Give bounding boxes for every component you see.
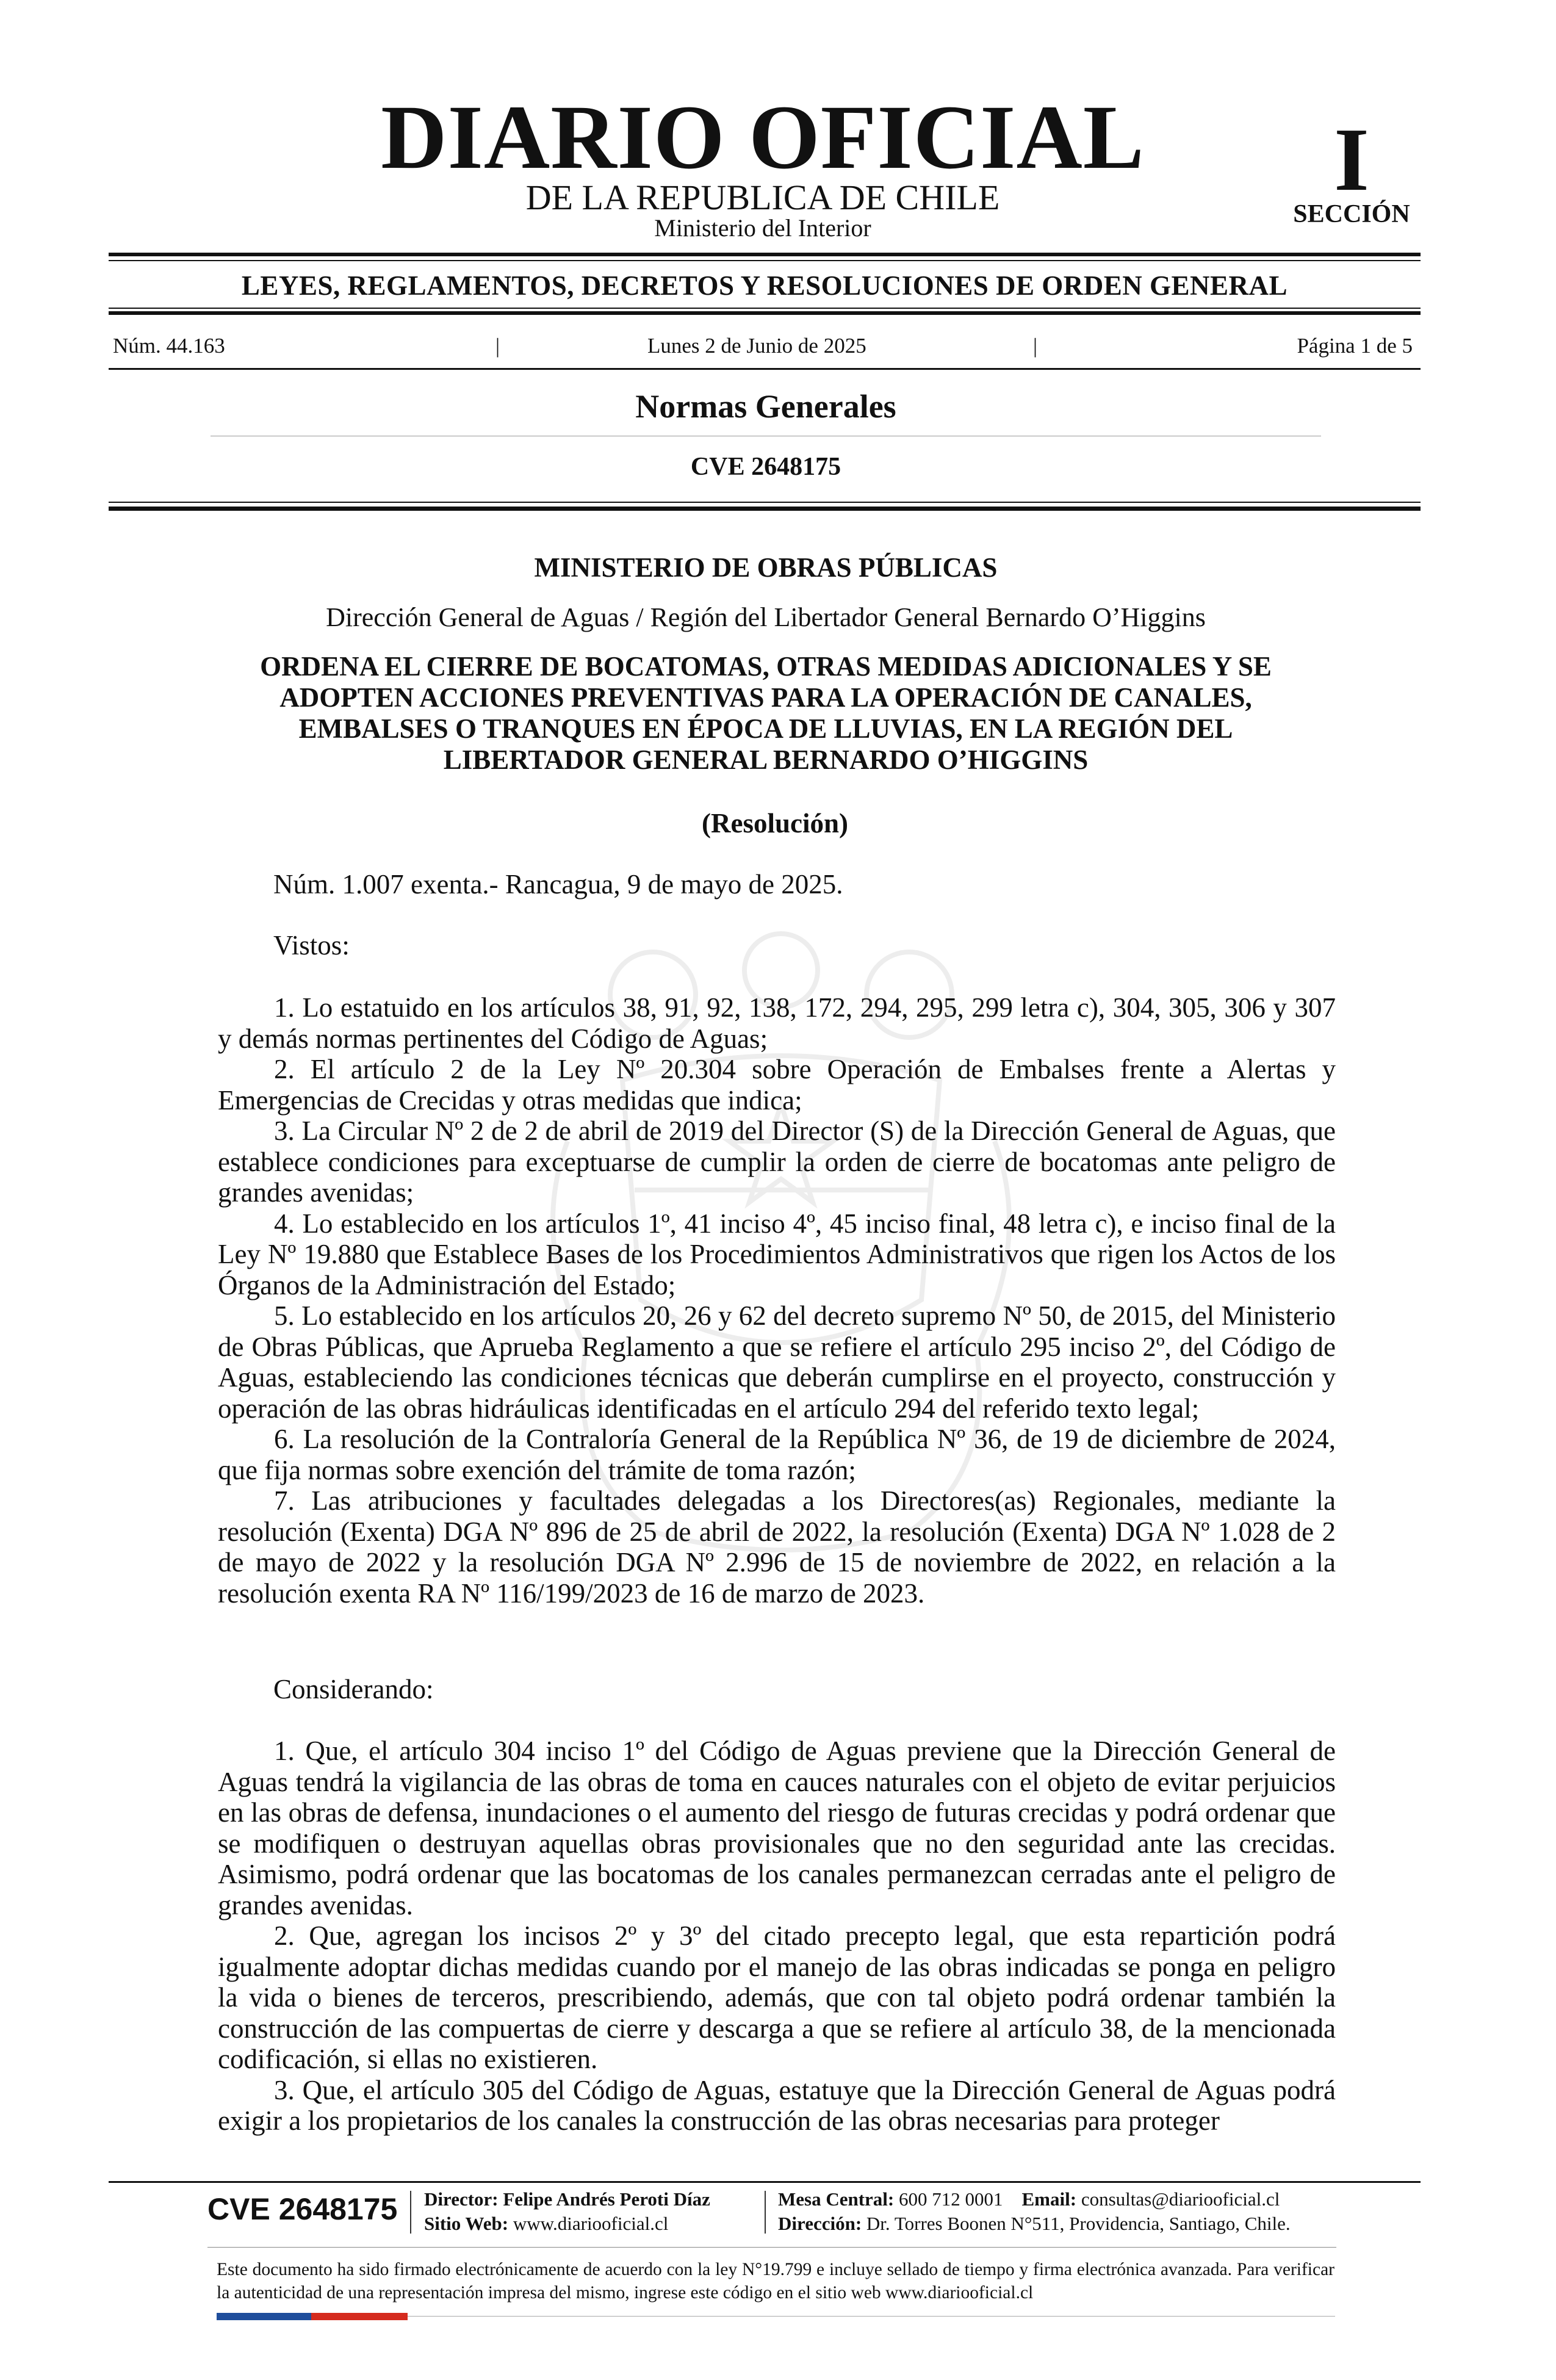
address-value: Dr. Torres Boonen N°511, Providencia, Santiago, Chile. xyxy=(866,2213,1291,2234)
category-rule-thick xyxy=(109,311,1421,315)
footer-contact-block xyxy=(778,2187,1291,2236)
flag-stripe-red xyxy=(311,2313,408,2320)
title-line: EMBALSES O TRANQUES EN ÉPOCA DE LLUVIAS, EN LA REGIÓN DEL xyxy=(298,713,1233,744)
title-line: ORDENA EL CIERRE DE BOCATOMAS, OTRAS MEDIDAS ADICIONALES Y SE xyxy=(260,651,1272,682)
issue-info-row xyxy=(113,333,1413,359)
title-line: ADOPTEN ACCIONES PREVENTIVAS PARA LA OPERACIÓN DE CANALES, xyxy=(279,682,1252,713)
footer-separator xyxy=(410,2191,411,2234)
footer-separator xyxy=(765,2191,766,2234)
vistos-item: 2. El artículo 2 de la Ley Nº 20.304 sobre Operación de Embalses frente a Alertas y Emergencias de Crecidas y otras medidas que indica; xyxy=(218,1054,1336,1116)
footer-rule xyxy=(109,2181,1421,2183)
director-name: Felipe Andrés Peroti Díaz xyxy=(503,2188,710,2210)
footer-director-block xyxy=(424,2187,710,2236)
footer-cve: CVE 2648175 xyxy=(207,2192,398,2226)
document-type: (Resolución) xyxy=(702,808,848,838)
considerando-label: Considerando: xyxy=(273,1674,434,1704)
address-label: Dirección: xyxy=(778,2213,862,2234)
considerando-list xyxy=(218,1736,1336,2137)
phone-label: Mesa Central: xyxy=(778,2188,895,2210)
masthead-ministry: Ministerio del Interior xyxy=(654,214,871,242)
considerando-item: 2. Que, agregan los incisos 2º y 3º del citado precepto legal, que esta repartición podrá igualmente adoptar dichas medidas cuando por el manejo de las obras indicadas se ponga en peligro la vida o bienes de terceros, prescribiendo, además, que con tal objeto podrá ordenar también la construcción de las compuertas de cierre y descarga a que se refiere al artículo 38, de la mencionada codificación, si ellas no existieren. xyxy=(218,1920,1336,2074)
website-link[interactable]: www.diariooficial.cl xyxy=(513,2213,669,2234)
category-heading: LEYES, REGLAMENTOS, DECRETOS Y RESOLUCIONES DE ORDEN GENERAL xyxy=(241,270,1288,301)
issue-separator: | xyxy=(495,334,500,358)
email-label: Email: xyxy=(1021,2188,1077,2210)
issuing-direction: Dirección General de Aguas / Región del Libertador General Bernardo O’Higgins xyxy=(326,602,1206,632)
title-line: LIBERTADOR GENERAL BERNARDO O’HIGGINS xyxy=(443,745,1089,775)
vistos-item: 3. La Circular Nº 2 de 2 de abril de 2019 del Director (S) de la Dirección General de Aguas, que establece condiciones para exceptuarse de cumplir la orden de cierre de bocatomas ante peligro de grandes avenidas; xyxy=(218,1116,1336,1208)
considerando-item: 3. Que, el artículo 305 del Código de Aguas, estatuye que la Dirección General de Aguas podrá exigir a los propietarios de los canales la construcción de las obras necesarias para proteger xyxy=(218,2074,1336,2136)
issue-number: Núm. 44.163 xyxy=(113,334,225,358)
issuing-ministry: MINISTERIO DE OBRAS PÚBLICAS xyxy=(534,552,998,583)
header-rule-thin xyxy=(109,502,1421,503)
masthead-rule-thin xyxy=(109,260,1421,261)
issue-date: Lunes 2 de Junio de 2025 xyxy=(647,334,866,358)
normas-heading: Normas Generales xyxy=(635,388,896,425)
vistos-list xyxy=(218,992,1336,1609)
header-rule-thick xyxy=(109,507,1421,511)
phone-number: 600 712 0001 xyxy=(899,2188,1003,2210)
category-rule-thin xyxy=(109,308,1421,309)
footer-legal-notice: Este documento ha sido firmado electrónicamente de acuerdo con la ley N°19.799 e incluye sellado de tiempo y firma electrónica avanzada. Para verificar la autenticidad de una representación impresa del mismo, ingrese este código en el sitio web www.diariooficial.cl xyxy=(217,2260,1334,2302)
vistos-item: 4. Lo establecido en los artículos 1º, 41 inciso 4º, 45 inciso final, 48 letra c), e inciso final de la Ley Nº 19.880 que Establece Bases de los Procedimientos Administrativos que rigen los Actos de los Órganos de la Administración del Estado; xyxy=(218,1208,1336,1300)
vistos-item: 5. Lo establecido en los artículos 20, 26 y 62 del decreto supremo Nº 50, de 2015, del Ministerio de Obras Públicas, que Aprueba Reglamento a que se refiere el artículo 295 inciso 2º, del Código de Aguas, estableciendo las condiciones técnicas que deberán cumplirse en el proyecto, construcción y operación de las obras hidráulicas identificadas en el artículo 294 del referido texto legal; xyxy=(218,1300,1336,1424)
resolution-title xyxy=(183,651,1349,776)
issue-separator: | xyxy=(1033,334,1038,358)
info-rule xyxy=(109,368,1421,370)
footer-rule-lower xyxy=(207,2247,1336,2248)
footer-base-rule xyxy=(408,2316,1335,2317)
website-label: Sitio Web: xyxy=(424,2213,509,2234)
flag-stripe-blue xyxy=(217,2313,311,2320)
considerando-item: 1. Que, el artículo 304 inciso 1º del Código de Aguas previene que la Dirección General de Aguas tendrá la vigilancia de las obras de toma en cauces naturales con el objeto de evitar perjuicios en las obras de defensa, inundaciones o el aumento del riesgo de futuras crecidas y podrá ordenar que se modifiquen o destruyan aquellas obras provisionales que no den seguridad ante las crecidas. Asimismo, podrá ordenar que las bocatomas de los canales permanezcan cerradas ante el peligro de grandes avenidas. xyxy=(218,1736,1336,1920)
section-label: SECCIÓN xyxy=(1293,200,1410,228)
vistos-item: 7. Las atribuciones y facultades delegadas a los Directores(as) Regionales, mediante la resolución (Exenta) DGA Nº 896 de 25 de abril de 2022, la resolución (Exenta) DGA Nº 1.028 de 2 de mayo de 2022 y la resolución DGA Nº 2.996 de 15 de noviembre de 2022, en relación a la resolución exenta RA Nº 116/199/2023 de 16 de marzo de 2023. xyxy=(218,1485,1336,1609)
resolution-number: Núm. 1.007 exenta.- Rancagua, 9 de mayo de 2025. xyxy=(273,869,843,900)
section-number: I xyxy=(1334,110,1369,210)
vistos-item: 6. La resolución de la Contraloría General de la República Nº 36, de 19 de diciembre de 2024, que fija normas sobre exención del trámite de toma razón; xyxy=(218,1424,1336,1485)
vistos-label: Vistos: xyxy=(273,930,350,961)
vistos-item: 1. Lo estatuido en los artículos 38, 91, 92, 138, 172, 294, 295, 299 letra c), 304, 305, 306 y 307 y demás normas pertinentes del Código de Aguas; xyxy=(218,992,1336,1054)
email-link[interactable]: consultas@diariooficial.cl xyxy=(1081,2188,1280,2210)
masthead-title: DIARIO OFICIAL xyxy=(381,87,1145,188)
masthead-rule-thick xyxy=(109,253,1421,256)
issue-page: Página 1 de 5 xyxy=(1297,334,1413,358)
masthead-subtitle: DE LA REPUBLICA DE CHILE xyxy=(525,178,1000,217)
cve-code: CVE 2648175 xyxy=(690,453,841,481)
director-label: Director: xyxy=(424,2188,499,2210)
